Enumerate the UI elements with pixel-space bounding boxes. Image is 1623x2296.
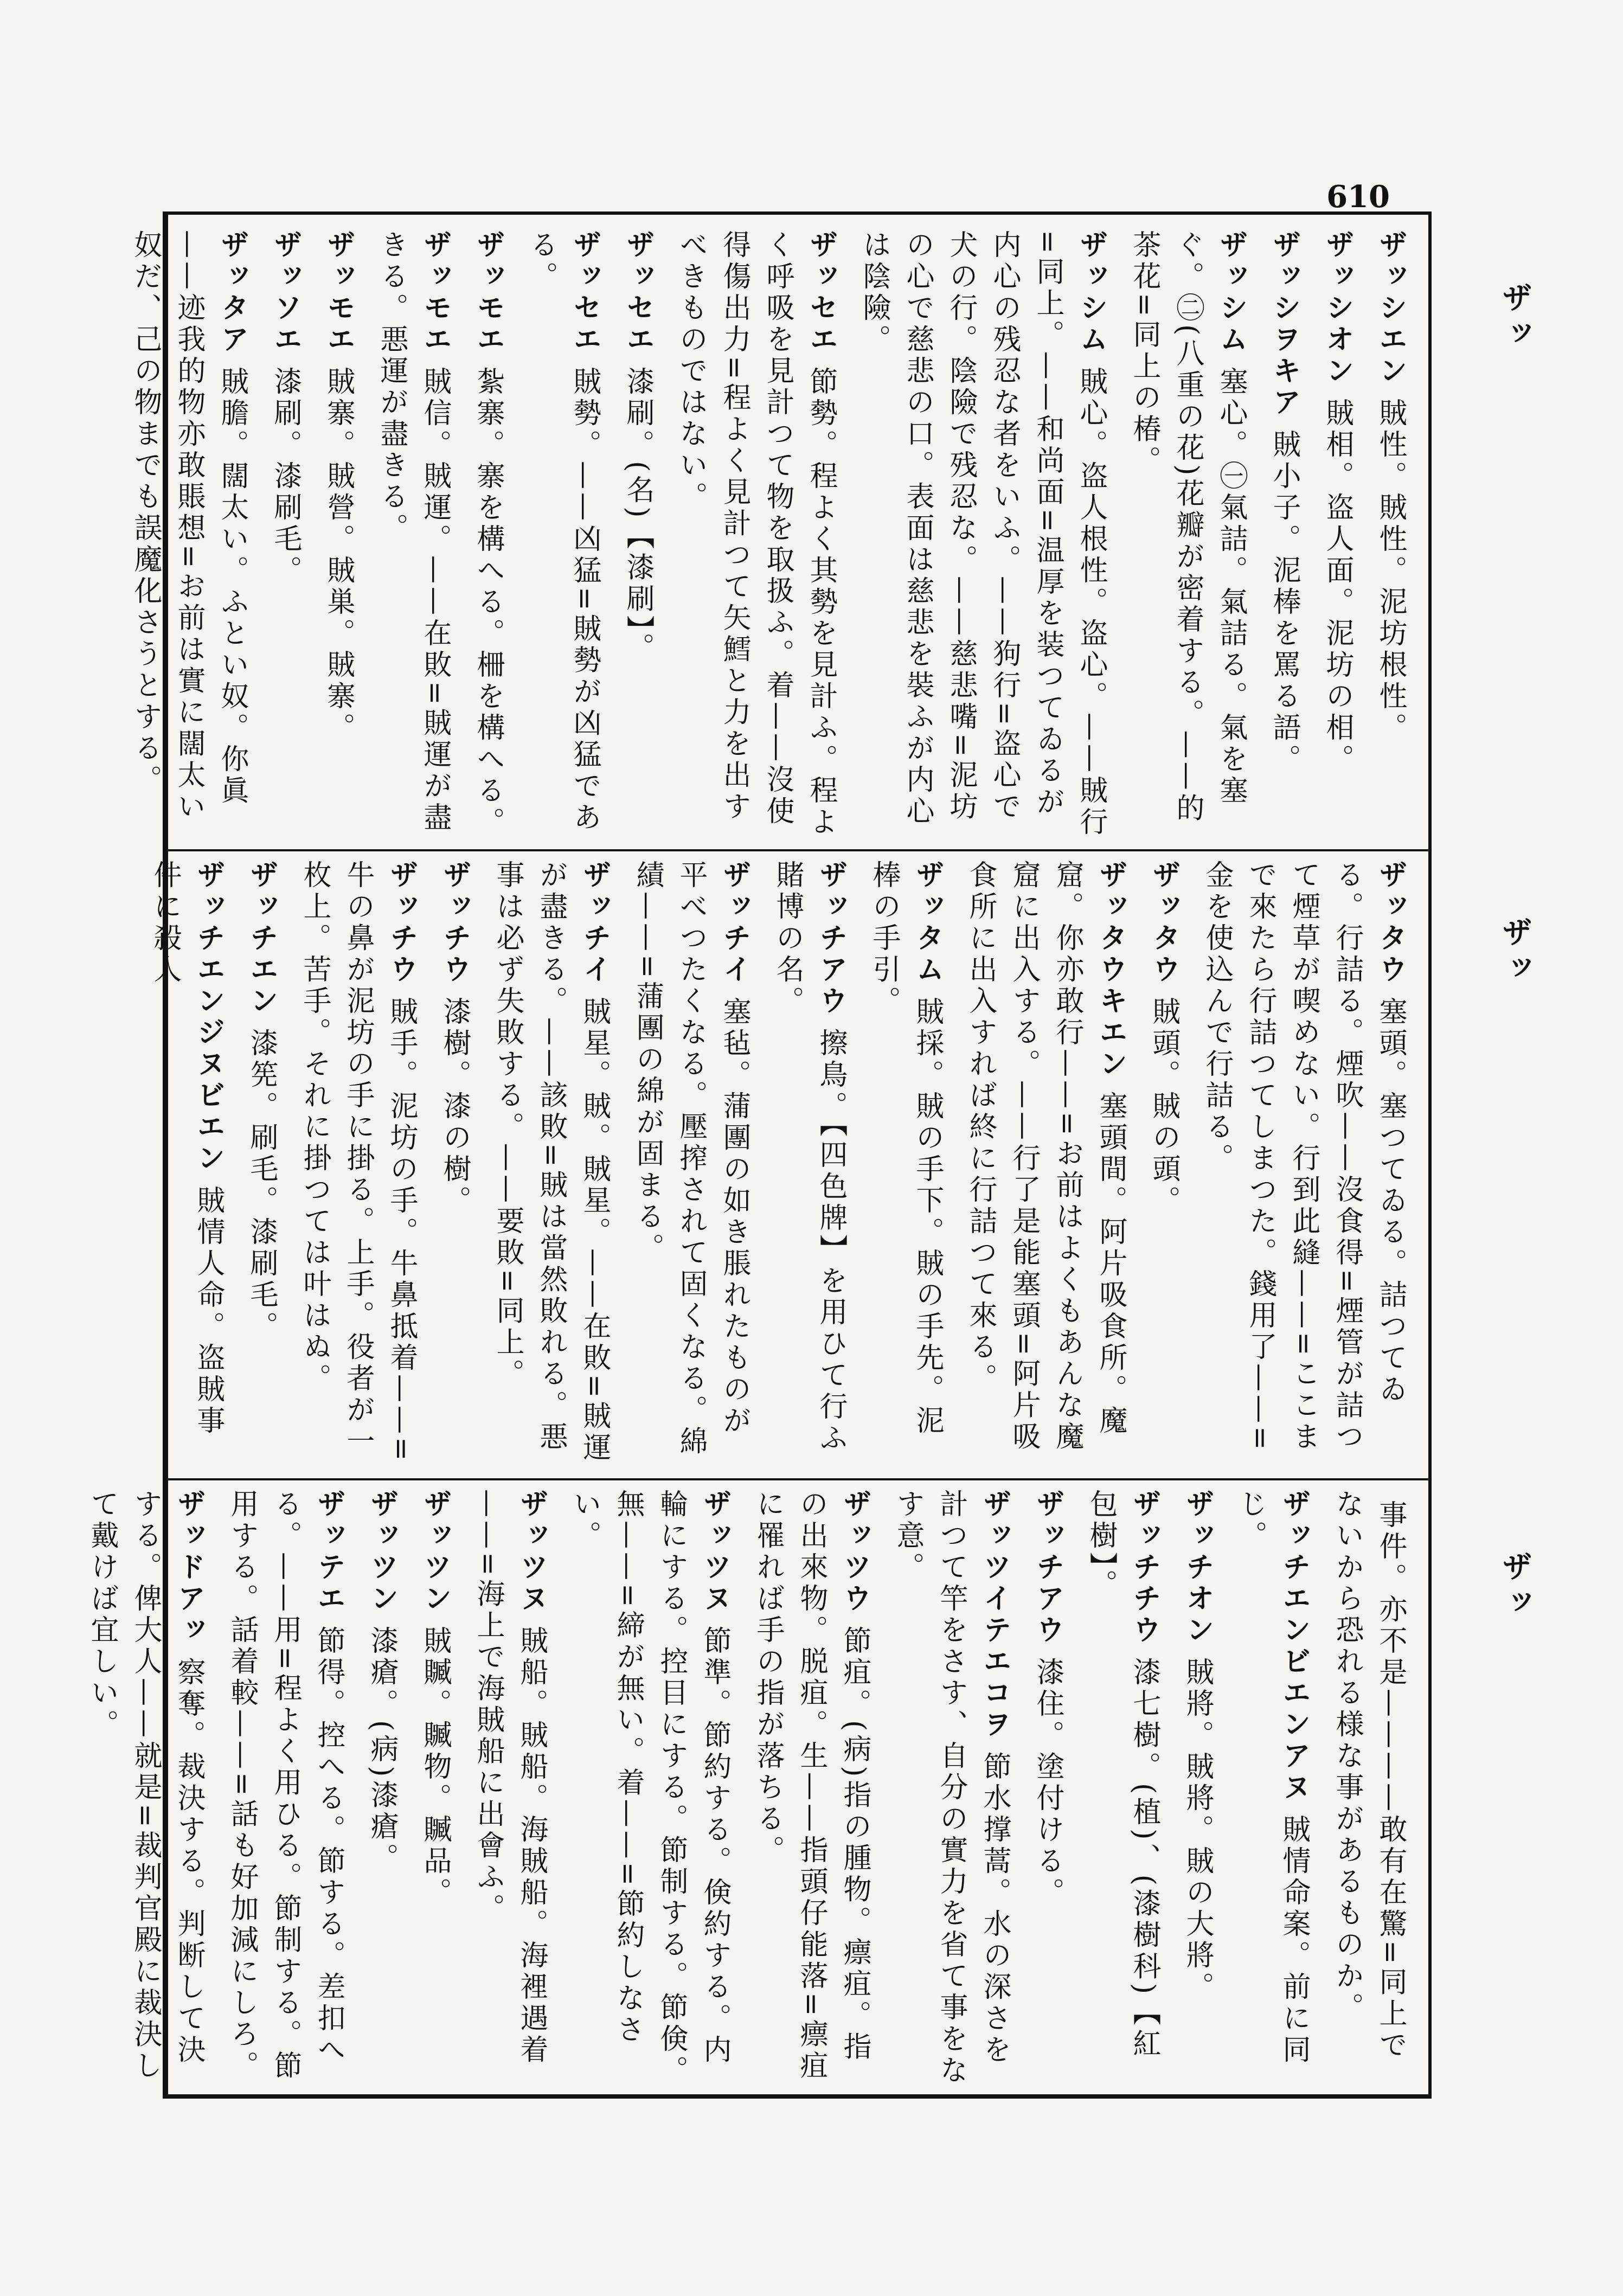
entry-headword: ザッセエ: [805, 230, 837, 356]
dictionary-entry: [669, 230, 843, 843]
dictionary-entry: [626, 860, 756, 1467]
entry-headword: ザッタウ: [1147, 860, 1180, 986]
section-divider: [168, 849, 1428, 851]
dictionary-entry: [1369, 230, 1412, 843]
entry-definition: 漆七樹。(植)、(漆樹科)【紅包樹】。: [1085, 1489, 1160, 2061]
dictionary-frame: [86, 211, 1432, 2099]
entry-definition: 擦鳥。【四色牌】を用ひて行ふ賭博の名。: [771, 860, 847, 1454]
entry-definition: 賊小子。泥棒を罵る語。: [1268, 429, 1300, 775]
dictionary-entry: [1026, 1489, 1069, 2091]
entry-headword: ザッツウ: [838, 1489, 871, 1615]
entry-headword: ザッシオン: [1321, 230, 1353, 387]
entry-definition: 節得。控へる。節する。差扣へる。——用=程よく用ひる。節制する。節用する。話着較——=話も好加減にしろ。: [226, 1489, 345, 2082]
entry-headword: ザッツン: [419, 1489, 451, 1615]
entry-headword: ザッチエンジヌビエン: [192, 860, 224, 1175]
entry-definition: 賊心。盗人根性。盗心。——賊行=同上。——和尚面=温厚を装つてゐるが内心の残忍な者をいふ。——狗行=盗心で犬の行。陰險で残忍な。——慈悲嘴=泥坊の心で慈悲の口。表面は慈悲を裝ふが内心は陰險。: [858, 230, 1107, 838]
dictionary-entry: [563, 1489, 736, 2091]
entry-headword: ザッチウ: [385, 860, 418, 986]
entry-headword: ザッチウ: [438, 860, 471, 986]
entry-headword: ザッモエ: [472, 230, 504, 356]
entry-headword: ザッシエン: [1374, 230, 1407, 387]
entry-definition: 賊勢。——凶猛=賊勢が凶猛である。: [525, 230, 601, 834]
section-top: [129, 230, 1412, 843]
entry-headword: ザッチイ: [718, 860, 750, 986]
dictionary-entry: [1325, 1489, 1412, 2091]
dictionary-entry: [1079, 1489, 1166, 2091]
dictionary-entry: [959, 860, 1132, 1467]
entry-headword: ザッシム: [1075, 230, 1107, 356]
entry-definition: 漆刷。(名)【漆刷】。: [621, 367, 654, 664]
side-marker: ザッ: [1497, 1551, 1532, 1622]
entry-definition: 賊情命案。前に同じ。: [1234, 1489, 1310, 2066]
entry-headword: ザッモエ: [419, 230, 451, 356]
entry-headword: ザッテエ: [312, 1489, 345, 1615]
dictionary-entry: [1122, 230, 1253, 843]
entry-headword: ザッチアウ: [814, 860, 847, 1017]
side-marker: ザッ: [1497, 282, 1532, 354]
entry-definition: 漆刷。漆刷毛。: [269, 367, 301, 587]
dictionary-entry: [1229, 1489, 1316, 2091]
entry-headword: ザッタム: [911, 860, 944, 986]
entry-headword: ザッツヌ: [515, 1489, 548, 1615]
dictionary-entry: [433, 860, 476, 1467]
entry-definition: 事件。亦不是————敢有在驚=同上でないから恐れる様な事があるものか。: [1331, 1489, 1407, 2062]
entry-definition: 節勢。程よく其勢を見計ふ。程よく呼吸を見計つて物を取扱ふ。着——沒使得傷出力=程よく見計つて矢鱈と力を出すべきものではない。: [675, 230, 837, 838]
entry-definition: 賊將。賊將。賊の大將。: [1181, 1657, 1214, 2003]
entry-definition: 賊寨。賊營。賊巣。賊寨。: [322, 367, 355, 744]
dictionary-entry: [862, 860, 949, 1467]
dictionary-entry: [413, 1489, 457, 2091]
entry-headword: ザッチエン: [245, 860, 278, 1017]
dictionary-entry: [486, 860, 616, 1467]
dictionary-entry: [1176, 1489, 1219, 2091]
entry-definition: 漆筅。刷毛。漆刷毛。: [245, 1028, 278, 1343]
dictionary-entry: [264, 230, 307, 843]
entry-headword: ザッチチウ: [1128, 1489, 1160, 1646]
dictionary-entry: [886, 1489, 1016, 2091]
entry-headword: ザッツイテエコヲ: [978, 1489, 1011, 1741]
section-middle: [149, 860, 1412, 1467]
dictionary-entry: [1316, 230, 1359, 843]
section-bottom: [86, 1489, 1412, 2091]
dictionary-entry: [746, 1489, 876, 2091]
section-divider: [168, 1478, 1428, 1480]
dictionary-entry: [124, 230, 254, 843]
dictionary-entry: [80, 1489, 210, 2091]
entry-headword: ザッチエンビエンアヌ: [1278, 1489, 1310, 1804]
entry-headword: ザッシム: [1215, 230, 1247, 356]
entry-definition: 塞毡。蒲團の如き脹れたものが平べつたくなる。壓搾されて固くなる。綿績——=蒲團の綿が固まる。: [631, 860, 750, 1458]
entry-definition: 賊性。賊性。泥坊根性。: [1374, 398, 1407, 744]
entry-headword: ザッモエ: [322, 230, 355, 356]
entry-definition: 漆住。塗付ける。: [1031, 1657, 1064, 1909]
dictionary-entry: [519, 230, 606, 843]
entry-definition: 節準。節約する。倹約する。内輪にする。控目にする。節制する。節倹。無——=締が無い。着——=節約しなさい。: [568, 1489, 731, 2087]
entry-definition: 賊情人命。盗賊事件に殺人: [149, 860, 224, 1437]
entry-headword: ザッツン: [365, 1489, 398, 1615]
dictionary-entry: [616, 230, 659, 843]
dictionary-entry: [370, 230, 457, 843]
dictionary-entry: [220, 1489, 350, 2091]
entry-definition: 塞頭。塞つてゐる。詰つてゐる。行詰る。煙吹——沒食得=煙管が詰つて煙草が喫めない。行到此縫——=ここまで來たら行詰つてしまつた。錢用了——=金を使込んで行詰る。: [1201, 860, 1407, 1453]
entry-definition: 賊信。賊運。——在敗=賊運が盡きる。悪運が盡きる。: [375, 230, 451, 834]
dictionary-entry: [360, 1489, 403, 2091]
entry-definition: 紮寨。寨を構へる。柵を構へる。: [472, 367, 504, 838]
entry-headword: ザッドアッ: [172, 1489, 205, 1646]
entry-headword: ザッツヌ: [698, 1489, 731, 1615]
entry-definition: 塞頭間。阿片吸食所。魔窟。你亦敢行——=お前はよくもあんな魔窟に出入する。——行了是能塞頭=阿片吸食所に出入すれば終に行詰つて來る。: [964, 860, 1127, 1453]
dictionary-entry: [293, 860, 423, 1467]
dictionary-entry: [240, 860, 283, 1467]
entry-headword: ザッタウキエン: [1094, 860, 1127, 1080]
entry-headword: ザッシヲキア: [1268, 230, 1300, 419]
dictionary-entry: [852, 230, 1113, 843]
entry-headword: ザッチイ: [578, 860, 611, 986]
entry-headword: ザッタウ: [1374, 860, 1407, 986]
entry-headword: ザッチオン: [1181, 1489, 1214, 1646]
entry-definition: 賊頭。賊の頭。: [1147, 997, 1180, 1217]
page-number: 610: [1326, 179, 1390, 215]
entry-definition: 漆瘡。(病)漆瘡。: [365, 1626, 398, 1875]
entry-headword: ザッタア: [216, 230, 248, 356]
entry-definition: 賊星。賊。賊星。——在敗=賊運が盡きる。——該敗=賊は當然敗れる。悪事は必ず失敗する。——要敗=同上。: [491, 860, 611, 1464]
dictionary-entry: [1195, 860, 1412, 1467]
dictionary-entry: [466, 1489, 553, 2091]
entry-headword: ザッセエ: [621, 230, 654, 356]
dictionary-entry: [1262, 230, 1306, 843]
entry-definition: 賊採。賊の手下。賊の手先。泥棒の手引。: [868, 860, 944, 1437]
entry-definition: 賊贓。贓物。贓品。: [419, 1626, 451, 1909]
entry-headword: ザッセエ: [568, 230, 601, 356]
dictionary-entry: [317, 230, 360, 843]
dictionary-entry: [1142, 860, 1185, 1467]
entry-definition: 賊船。賊船。海賊船。海裡遇着——=海上で海賊船に出會ふ。: [472, 1489, 548, 2066]
entry-definition: 賊手。泥坊の手。牛鼻抵着——=牛の鼻が泥坊の手に掛る。上手。役者が一枚上。苦手。それに掛つては叶はぬ。: [298, 860, 418, 1464]
dictionary-entry: [466, 230, 510, 843]
entry-headword: ザッチアウ: [1031, 1489, 1064, 1646]
side-marker: ザッ: [1497, 916, 1532, 988]
entry-definition: 節疽。(病)指の腫物。瘭疽。指の出來物。脱疽。生——指頭仔能落=瘭疽に罹れば手の指が落ちる。: [752, 1489, 871, 2082]
dictionary-entry: [143, 860, 230, 1467]
entry-definition: 察奪。裁決する。判断して決する。俾大人——就是=裁判官殿に裁決して戴けば宜しい。: [86, 1489, 205, 2082]
entry-definition: 節水撑蒿。水の深さを計つて竿をさす、自分の實力を省て事をなす意。: [891, 1489, 1011, 2087]
entry-definition: 漆樹。漆の樹。: [438, 997, 471, 1217]
entry-headword: ザッソエ: [269, 230, 301, 356]
entry-definition: 賊膽。闊太い。ふとい奴。你眞——迹我的物亦敢賬想=お前は實に闊太い奴だ、己の物までも誤魔化さうとする。: [129, 230, 248, 823]
entry-definition: 塞心。㊀氣詰。氣詰る。氣を塞ぐ。㊁(八重の花)花瓣が密着する。——的茶花=同上の椿。: [1128, 230, 1247, 825]
entry-definition: 賊相。盗人面。泥坊の相。: [1321, 398, 1353, 775]
dictionary-entry: [766, 860, 852, 1467]
